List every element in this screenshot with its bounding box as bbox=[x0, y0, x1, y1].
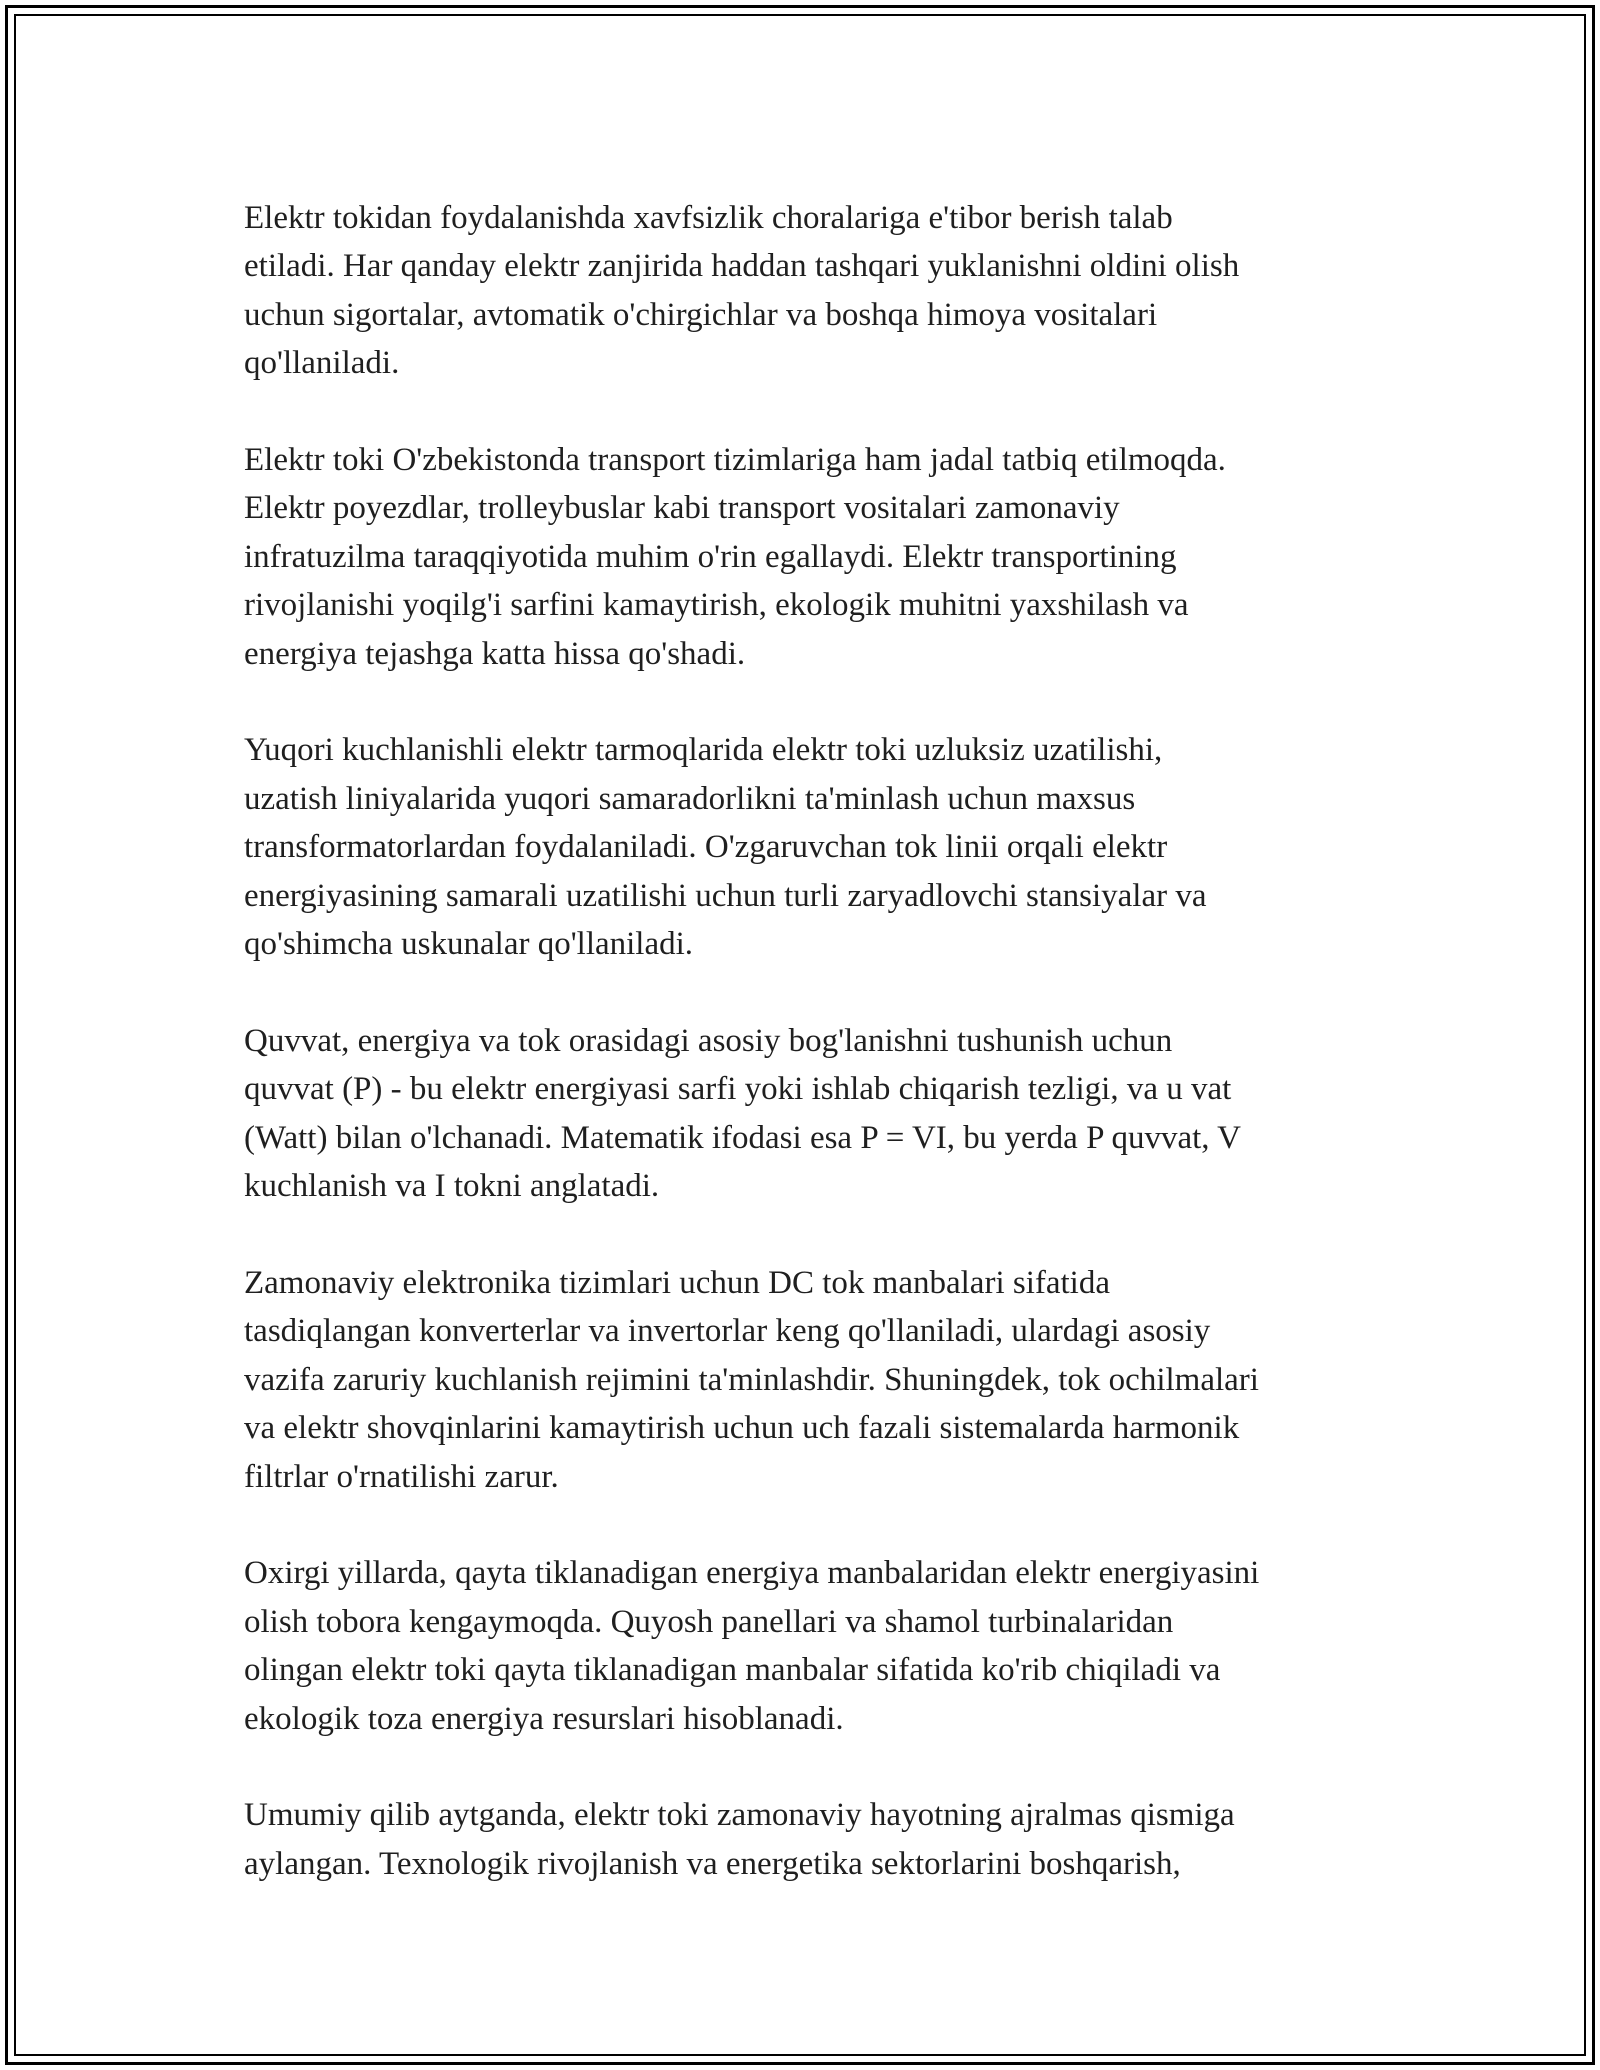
text-line: ekologik toza energiya resurslari hisoblanadi. bbox=[244, 1700, 844, 1737]
text-line: Umumiy qilib aytganda, elektr toki zamonaviy hayotning ajralmas qismiga bbox=[244, 1797, 1235, 1834]
document-body bbox=[244, 194, 1384, 1937]
paragraph-summary bbox=[244, 1791, 1384, 1888]
text-line: Elektr tokidan foydalanishda xavfsizlik choralariga e'tibor berish talab bbox=[244, 200, 1173, 236]
text-line: rivojlanishi yoqilg'i sarfini kamaytirish, ekologik muhitni yaxshilash va bbox=[244, 587, 1189, 624]
text-line: uchun sigortalar, avtomatik o'chirgichlar va boshqa himoya vositalari bbox=[244, 296, 1158, 333]
text-line: transformatorlardan foydalaniladi. O'zgaruvchan tok linii orqali elektr bbox=[244, 829, 1168, 866]
text-line: olingan elektr toki qayta tiklanadigan manbalar sifatida ko'rib chiqiladi va bbox=[244, 1652, 1221, 1689]
text-line: energiya tejashga katta hissa qo'shadi. bbox=[244, 635, 746, 672]
paragraph-transport bbox=[244, 436, 1384, 678]
text-line: infratuzilma taraqqiyotida muhim o'rin egallaydi. Elektr transportining bbox=[244, 538, 1177, 575]
text-line: aylangan. Texnologik rivojlanish va energetika sektorlarini boshqarish, bbox=[244, 1845, 1181, 1882]
text-line: Elektr toki O'zbekistonda transport tizimlariga ham jadal tatbiq etilmoqda. bbox=[244, 442, 1226, 479]
text-line: olish tobora kengaymoqda. Quyosh panellari va shamol turbinalaridan bbox=[244, 1603, 1174, 1640]
text-line: quvvat (P) - bu elektr energiyasi sarfi yoki ishlab chiqarish tezligi, va u vat bbox=[244, 1071, 1232, 1108]
paragraph-high-voltage bbox=[244, 726, 1384, 968]
paragraph-renewable bbox=[244, 1549, 1384, 1743]
text-line: filtrlar o'rnatilishi zarur. bbox=[244, 1458, 559, 1495]
text-line: Yuqori kuchlanishli elektr tarmoqlarida elektr toki uzluksiz uzatilishi, bbox=[244, 732, 1163, 769]
text-line: va elektr shovqinlarini kamaytirish uchun uch fazali sistemalarda harmonik bbox=[244, 1410, 1240, 1447]
paragraph-power bbox=[244, 1017, 1384, 1211]
text-line: kuchlanish va I tokni anglatadi. bbox=[244, 1168, 660, 1205]
text-line: Quvvat, energiya va tok orasidagi asosiy bog'lanishni tushunish uchun bbox=[244, 1022, 1173, 1059]
text-line: uzatish liniyalarida yuqori samaradorlikni ta'minlash uchun maxsus bbox=[244, 780, 1136, 817]
text-line: qo'shimcha uskunalar qo'llaniladi. bbox=[244, 926, 694, 963]
text-line: tasdiqlangan konverterlar va invertorlar keng qo'llaniladi, ulardagi asosiy bbox=[244, 1313, 1211, 1350]
text-line: energiyasining samarali uzatilishi uchun turli zaryadlovchi stansiyalar va bbox=[244, 877, 1207, 914]
text-line: Zamonaviy elektronika tizimlari uchun DC tok manbalari sifatida bbox=[244, 1264, 1110, 1301]
text-line: etiladi. Har qanday elektr zanjirida haddan tashqari yuklanishni oldini olish bbox=[244, 248, 1240, 285]
text-line: (Watt) bilan o'lchanadi. Matematik ifodasi esa P = VI, bu yerda P quvvat, V bbox=[244, 1119, 1242, 1156]
text-line: Oxirgi yillarda, qayta tiklanadigan energiya manbalaridan elektr energiyasini bbox=[244, 1555, 1260, 1592]
paragraph-safety bbox=[244, 194, 1384, 388]
text-line: vazifa zaruriy kuchlanish rejimini ta'minlashdir. Shuningdek, tok ochilmalari bbox=[244, 1361, 1259, 1398]
text-line: qo'llaniladi. bbox=[244, 345, 400, 382]
paragraph-electronics bbox=[244, 1259, 1384, 1501]
page-border bbox=[5, 5, 1595, 2065]
text-line: Elektr poyezdlar, trolleybuslar kabi transport vositalari zamonaviy bbox=[244, 490, 1120, 527]
